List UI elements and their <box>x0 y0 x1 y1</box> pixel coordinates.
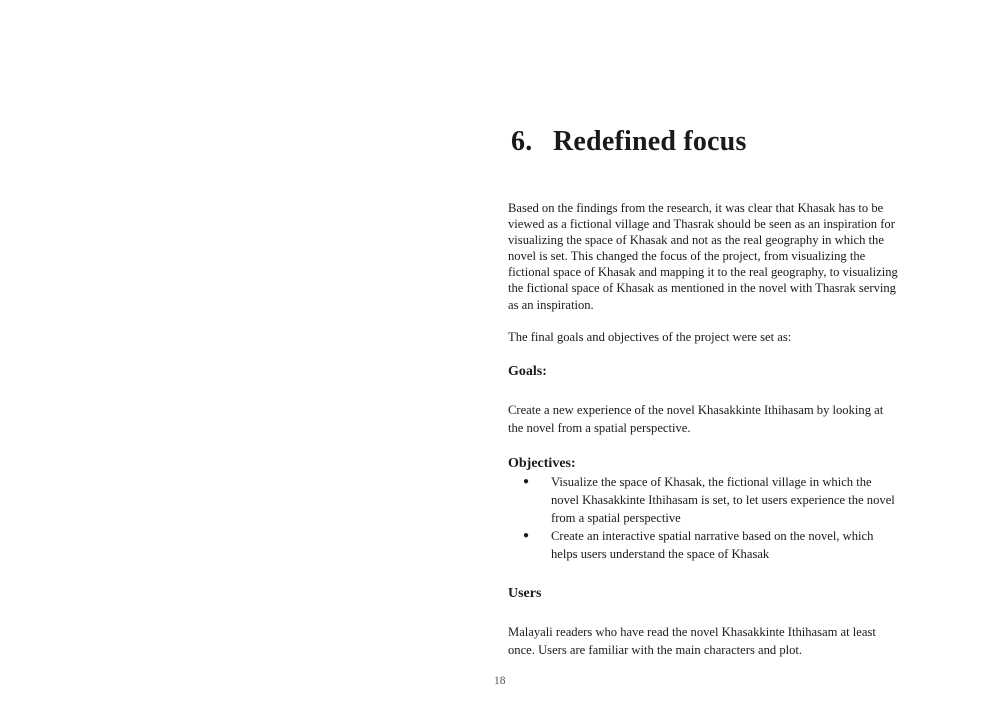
list-item <box>508 527 900 563</box>
objectives-heading: Objectives: <box>508 455 576 471</box>
goals-intro-text: The final goals and objectives of the project were set as: <box>508 329 792 344</box>
bullet-icon: ● <box>523 529 530 541</box>
users-heading: Users <box>508 585 542 601</box>
bullet-icon: ● <box>523 475 530 487</box>
users-text: Malayali readers who have read the novel Khasakkinte Ithihasam at least once. Users are familiar with the main characters and plot. <box>508 624 876 657</box>
right-page <box>500 0 1000 707</box>
chapter-heading <box>511 126 747 158</box>
objective-text: Visualize the space of Khasak, the fictional village in which the novel Khasakkinte Ithihasam is set, to let users experience the novel from a spatial perspective <box>551 474 895 525</box>
list-item <box>508 473 900 527</box>
objective-text: Create an interactive spatial narrative based on the novel, which helps users understand the space of Khasak <box>551 528 874 561</box>
goals-text: Create a new experience of the novel Khasakkinte Ithihasam by looking at the novel from a spatial perspective. <box>508 402 884 435</box>
page-number: 18 <box>494 675 506 687</box>
chapter-number: 6. <box>511 126 533 157</box>
chapter-title: Redefined focus <box>553 126 747 157</box>
objectives-list <box>508 473 900 563</box>
goals-heading: Goals: <box>508 363 547 379</box>
chapter-content <box>508 200 900 659</box>
intro-paragraph: Based on the findings from the research, it was clear that Khasak has to be viewed as a fictional village and Thasrak should be seen as an inspiration for visualizing the space of Khasak and not as the real geography in which the novel is set. This changed the focus of the project, from visualizing the fictional space of Khasak and mapping it to the real geography, to visualizing the fictional space of Khasak as mentioned in the novel with Thasrak serving as an inspiration. <box>508 201 898 312</box>
